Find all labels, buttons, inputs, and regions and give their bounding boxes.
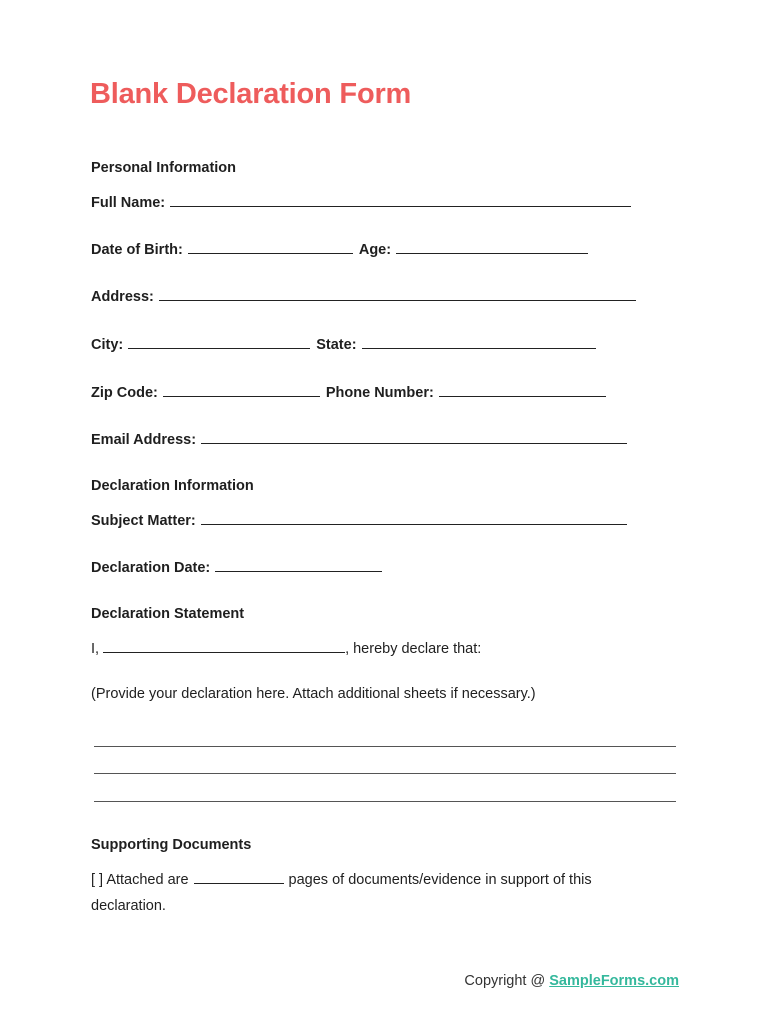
attached-pages-field[interactable] — [194, 870, 284, 884]
section-heading-statement: Declaration Statement — [91, 606, 245, 622]
full-name-field[interactable] — [170, 193, 631, 207]
brand-link[interactable]: SampleForms.com — [549, 973, 679, 989]
dob-age-row — [91, 240, 594, 258]
state-label: State: — [316, 337, 357, 353]
page-title: Blank Declaration Form — [90, 78, 412, 110]
copyright — [464, 973, 679, 989]
age-label: Age: — [358, 242, 392, 258]
attached-end: declaration. — [91, 898, 166, 914]
attached-suffix: pages of documents/evidence in support of this — [288, 872, 592, 888]
section-heading-declaration-info: Declaration Information — [91, 478, 254, 494]
age-field[interactable] — [396, 240, 588, 254]
city-field[interactable] — [128, 335, 310, 349]
section-heading-personal: Personal Information — [91, 160, 237, 176]
subject-field[interactable] — [201, 511, 627, 525]
full-name-row — [91, 193, 637, 211]
zip-field[interactable] — [163, 383, 320, 397]
statement-instruction: (Provide your declaration here. Attach additional sheets if necessary.) — [91, 686, 536, 702]
dob-label: Date of Birth: — [91, 242, 183, 258]
subject-label: Subject Matter: — [91, 513, 196, 529]
zip-label: Zip Code: — [91, 385, 158, 401]
declarant-name-field[interactable] — [103, 639, 345, 653]
declaration-line-2[interactable] — [94, 773, 676, 774]
email-field[interactable] — [201, 430, 627, 444]
email-label: Email Address: — [91, 432, 197, 448]
city-state-row — [91, 335, 602, 353]
zip-phone-row — [91, 383, 612, 401]
statement-row — [91, 639, 481, 657]
statement-prefix: I, — [91, 641, 100, 657]
state-field[interactable] — [362, 335, 596, 349]
email-row — [91, 430, 633, 448]
declaration-date-field[interactable] — [215, 558, 382, 572]
declaration-line-3[interactable] — [94, 801, 676, 802]
full-name-label: Full Name: — [91, 195, 166, 211]
subject-row — [91, 511, 633, 529]
declaration-date-row — [91, 558, 388, 576]
address-row — [91, 287, 642, 305]
declaration-date-label: Declaration Date: — [91, 560, 211, 576]
declaration-line-1[interactable] — [94, 746, 676, 747]
statement-suffix: , hereby declare that: — [345, 641, 482, 657]
phone-field[interactable] — [439, 383, 606, 397]
address-label: Address: — [91, 289, 154, 305]
copyright-prefix: Copyright @ — [464, 973, 546, 989]
city-label: City: — [91, 337, 124, 353]
attached-prefix: [ ] Attached are — [91, 872, 189, 888]
phone-label: Phone Number: — [325, 385, 434, 401]
address-field[interactable] — [159, 287, 636, 301]
section-heading-supporting: Supporting Documents — [91, 837, 252, 853]
dob-field[interactable] — [188, 240, 353, 254]
attached-row — [91, 870, 592, 888]
